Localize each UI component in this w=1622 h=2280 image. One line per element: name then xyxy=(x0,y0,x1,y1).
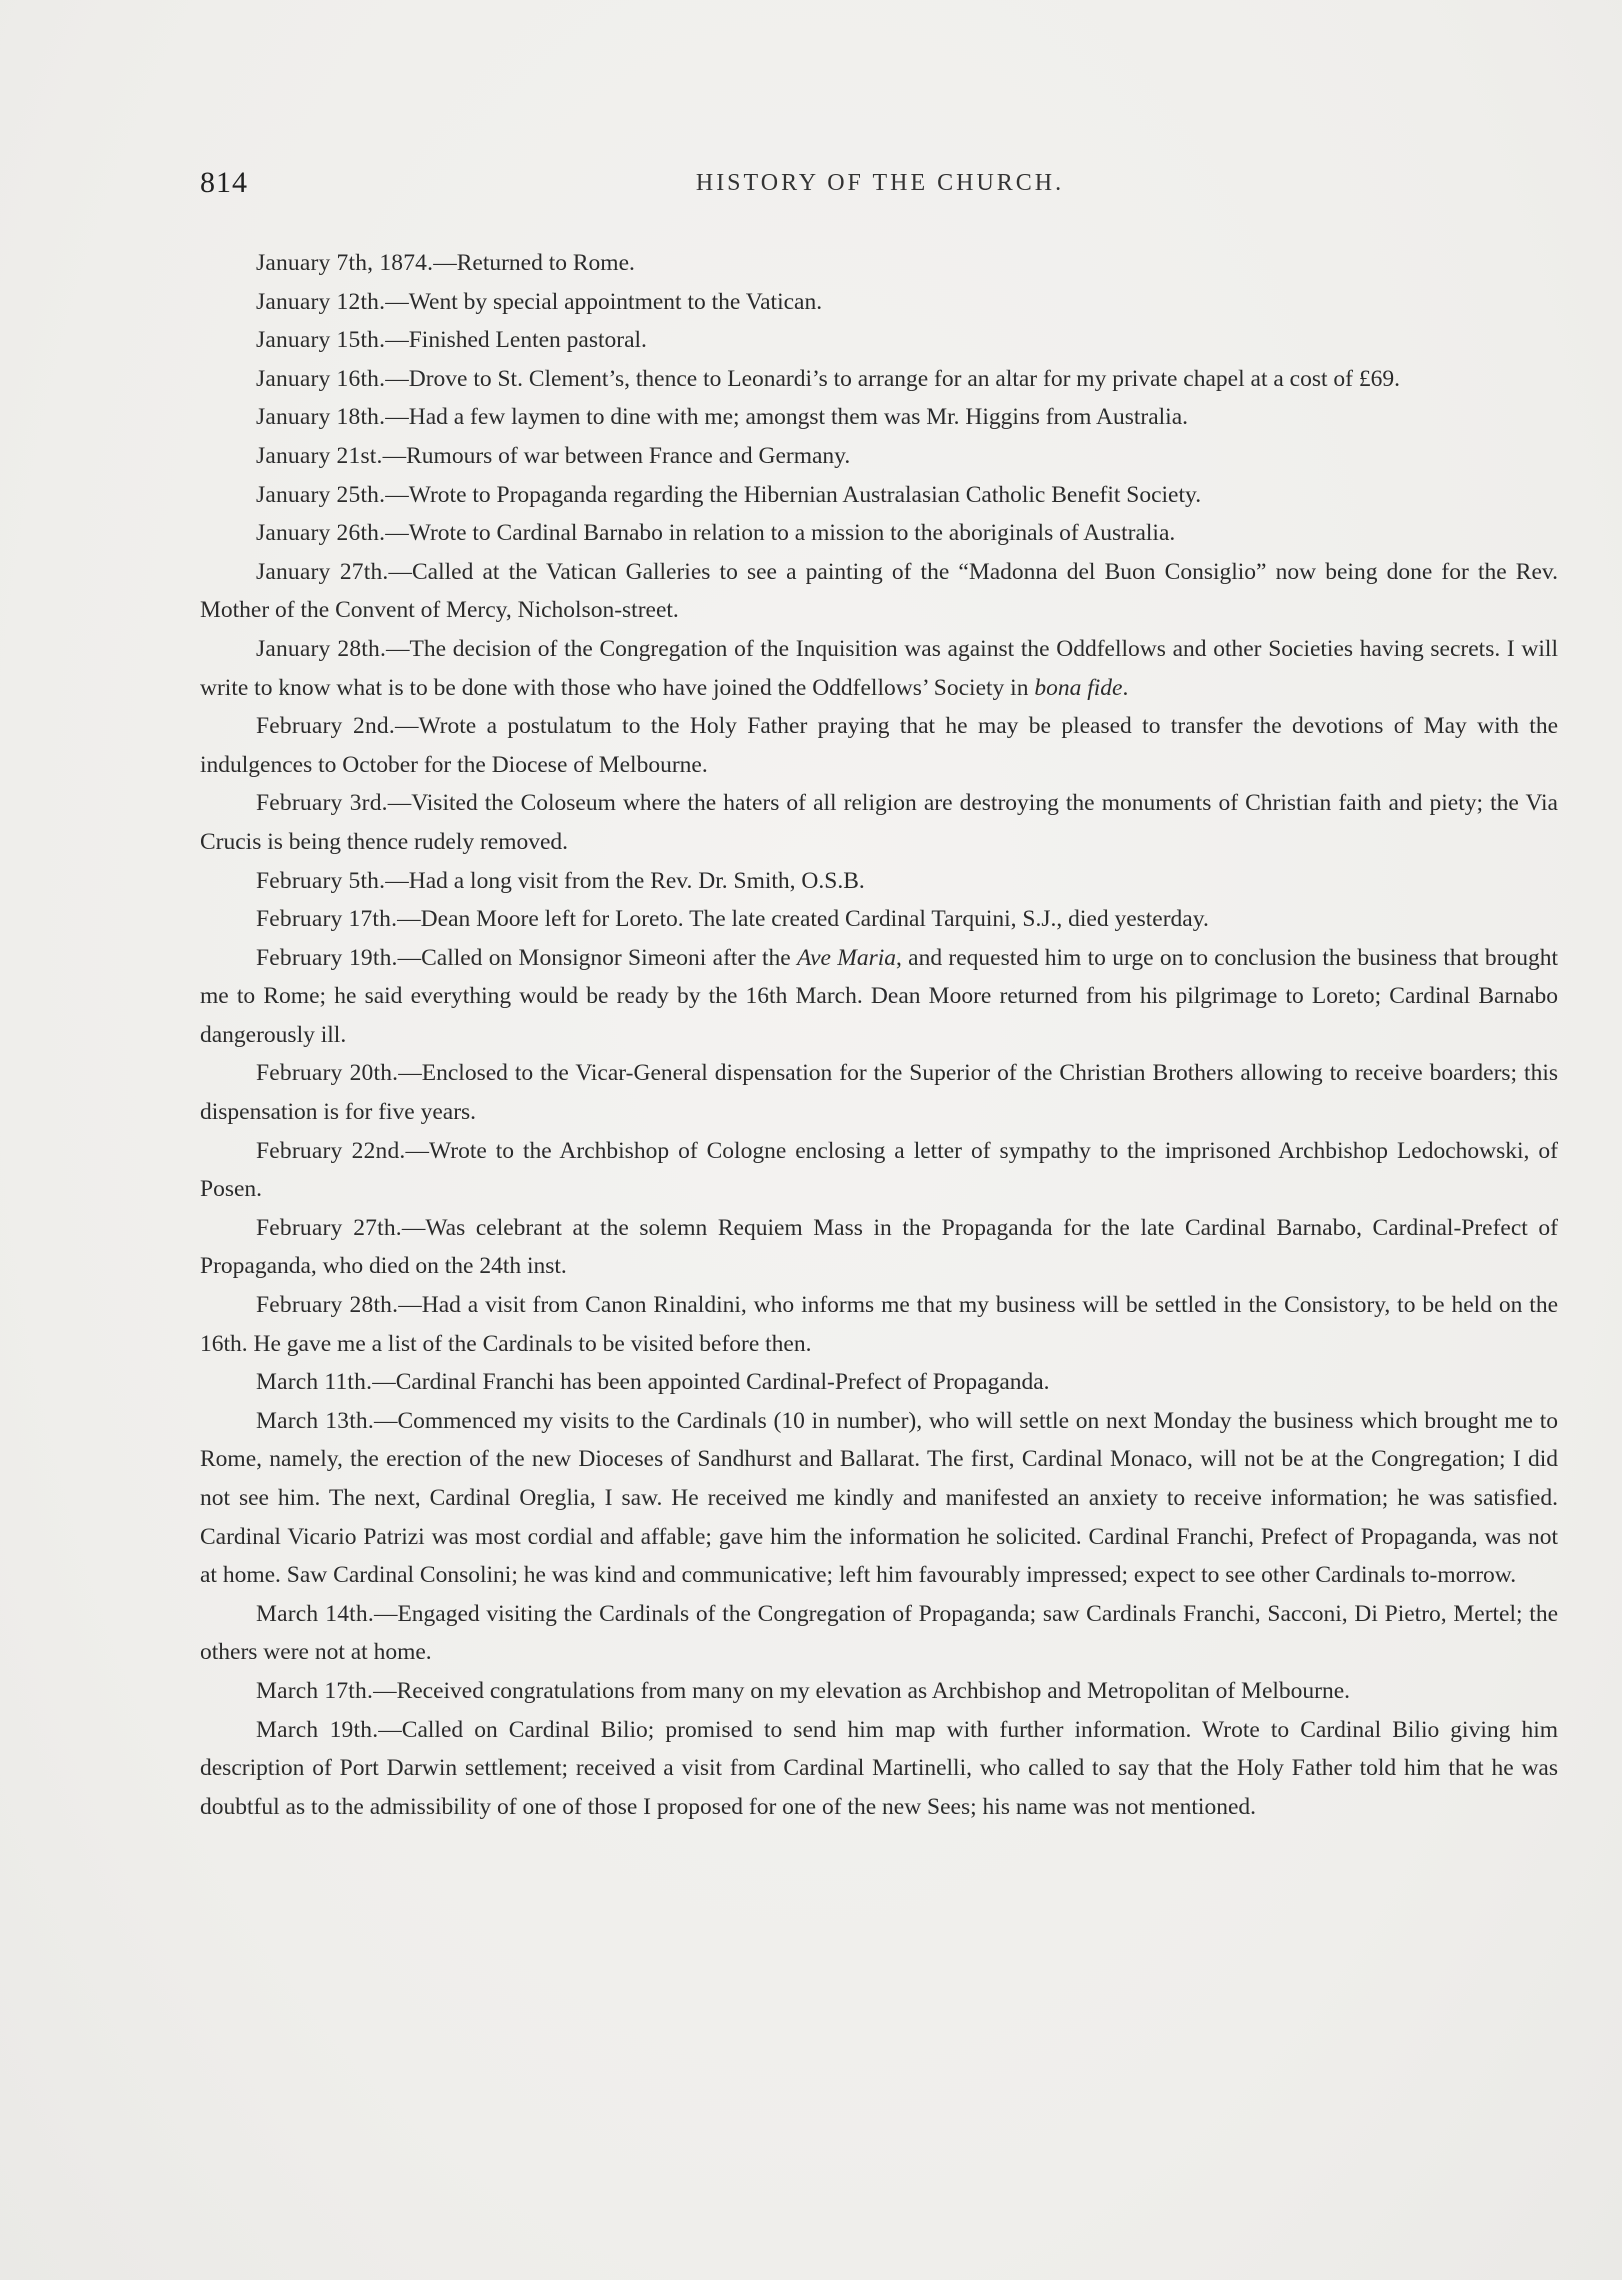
entry-text: —Returned to Rome. xyxy=(433,250,635,276)
entry-feb-3 xyxy=(200,784,1558,861)
entry-text-tail: . xyxy=(1122,674,1129,701)
entry-date: February 28th. xyxy=(256,1292,399,1319)
entry-date: January 16th. xyxy=(256,365,386,392)
entry-date: January 25th. xyxy=(256,481,386,508)
entry-feb-17 xyxy=(200,900,1558,939)
entry-text: —The decision of the Congregation of the Inquisition was against the Oddfellows and other Societies having secrets. I will write to know what is to be done with those who have joined the Oddfellows’ Society in xyxy=(200,635,1558,701)
entry-text: —Dean Moore left for Loreto. The late created Cardinal Tarquini, S.J., died yesterday. xyxy=(397,906,1209,933)
entry-text: —Cardinal Franchi has been appointed Cardinal-Prefect of Propaganda. xyxy=(372,1369,1050,1396)
entry-jan-26 xyxy=(200,514,1558,553)
entry-text: —Rumours of war between France and Germany. xyxy=(382,442,851,469)
entry-feb-20 xyxy=(200,1054,1558,1131)
entry-mar-11 xyxy=(200,1363,1558,1402)
entry-date: February 5th. xyxy=(256,867,386,894)
entry-jan-12 xyxy=(200,283,1558,322)
page-number: 814 xyxy=(200,166,248,199)
page-header xyxy=(200,166,1560,206)
entry-text: —Finished Lenten pastoral. xyxy=(385,327,647,354)
entry-date: February 19th. xyxy=(256,944,398,971)
entry-date: January 7th, 1874. xyxy=(256,250,434,276)
entry-date: February 3rd. xyxy=(256,790,388,817)
entry-mar-19 xyxy=(200,1711,1558,1827)
entry-date: January 12th. xyxy=(256,288,386,315)
entry-date: January 27th. xyxy=(256,558,389,585)
entry-jan-16 xyxy=(200,360,1558,399)
entry-date: January 28th. xyxy=(256,635,387,662)
diary-entries xyxy=(200,244,1558,1826)
entry-date: February 22nd. xyxy=(256,1137,406,1164)
entry-text: —Had a visit from Canon Rinaldini, who informs me that my business will be settled in the Consistory, to be held on the 16th. He gave me a list of the Cardinals to be visited before then. xyxy=(200,1292,1558,1357)
entry-text: —Called on Cardinal Bilio; promised to send him map with further information. Wrote to Cardinal Bilio giving him description of Port Darwin settlement; received a visit from Cardinal Martinelli, who called to say that the Holy Father told him that he was doubtful as to the admissibility of one of those I proposed for one of the new Sees; his name was not mentioned. xyxy=(200,1716,1559,1820)
entry-date: March 13th. xyxy=(256,1407,374,1434)
entry-date: January 18th. xyxy=(256,404,386,431)
running-head: HISTORY OF THE CHURCH. xyxy=(695,170,1065,196)
entry-date: January 26th. xyxy=(256,520,386,547)
entry-jan-27 xyxy=(200,553,1558,630)
entry-text: —Wrote a postulatum to the Holy Father praying that he may be pleased to transfer the devotions of May with the indulgences to October for the Diocese of Melbourne. xyxy=(200,713,1558,778)
entry-text-tail: , and requested him to urge on to conclusion the business that brought me to Rome; he said everything would be ready by the 16th March. Dean Moore returned from his pilgrimage to Loreto; Cardinal Barnabo dangerously ill. xyxy=(200,944,1558,1048)
entry-feb-2 xyxy=(200,707,1558,784)
entry-date: January 15th. xyxy=(256,327,386,354)
entry-date: March 19th. xyxy=(256,1716,379,1743)
entry-mar-14 xyxy=(200,1595,1558,1672)
entry-text: —Wrote to Propaganda regarding the Hibernian Australasian Catholic Benefit Society. xyxy=(385,481,1202,508)
entry-text: —Had a few laymen to dine with me; amongst them was Mr. Higgins from Australia. xyxy=(385,404,1188,431)
entry-text: —Received congratulations from many on my elevation as Archbishop and Metropolitan of Melbourne. xyxy=(373,1677,1351,1704)
entry-jan-21 xyxy=(200,437,1558,476)
entry-text: —Enclosed to the Vicar-General dispensation for the Superior of the Christian Brothers allowing to receive boarders; this dispensation is for five years. xyxy=(200,1060,1558,1126)
entry-date: February 27th. xyxy=(256,1214,402,1241)
entry-jan-15 xyxy=(200,321,1558,360)
entry-mar-17 xyxy=(200,1672,1558,1711)
entry-text: —Drove to St. Clement’s, thence to Leonardi’s to arrange for an altar for my private chapel at a cost of £69. xyxy=(385,365,1400,392)
entry-italic-text: Ave Maria xyxy=(797,944,896,971)
entry-text: —Called on Monsignor Simeoni after the xyxy=(397,944,798,971)
entry-feb-5 xyxy=(200,862,1558,901)
entry-text: —Engaged visiting the Cardinals of the Congregation of Propaganda; saw Cardinals Franchi, Sacconi, Di Pietro, Mertel; the others were not at home. xyxy=(200,1600,1559,1666)
entry-date: February 17th. xyxy=(256,906,398,933)
entry-mar-13 xyxy=(200,1402,1558,1595)
entry-text: —Was celebrant at the solemn Requiem Mass in the Propaganda for the late Cardinal Barnabo, Cardinal-Prefect of Propaganda, who died on the 24th inst. xyxy=(200,1214,1558,1280)
entry-text: —Went by special appointment to the Vatican. xyxy=(385,288,823,315)
entry-feb-22 xyxy=(200,1132,1558,1209)
entry-date: March 17th. xyxy=(256,1677,374,1704)
entry-jan-7 xyxy=(200,244,1558,283)
entry-text: —Wrote to the Archbishop of Cologne enclosing a letter of sympathy to the imprisoned Archbishop Ledochowski, of Posen. xyxy=(200,1137,1558,1203)
entry-date: January 21st. xyxy=(256,442,383,469)
entry-text: —Commenced my visits to the Cardinals (10 in number), who will settle on next Monday the business which brought me to Rome, namely, the erection of the new Dioceses of Sandhurst and Ballarat. The first, Cardinal Monaco, will not be at the Congregation; I did not see him. The next, Cardinal Oreglia, I saw. He received me kindly and manifested an anxiety to receive information; he was satisfied. Cardinal Vicario Patrizi was most cordial and affable; gave him the information he solicited. Cardinal Franchi, Prefect of Propaganda, was not at home. Saw Cardinal Consolini; he was kind and communicative; left him favourably impressed; expect to see other Cardinals to-morrow. xyxy=(200,1407,1558,1589)
entry-text: —Had a long visit from the Rev. Dr. Smith, O.S.B. xyxy=(385,867,865,894)
entry-text: —Wrote to Cardinal Barnabo in relation to a mission to the aboriginals of Australia. xyxy=(385,520,1176,547)
entry-jan-28 xyxy=(200,630,1558,707)
entry-jan-25 xyxy=(200,476,1558,515)
entry-feb-19 xyxy=(200,939,1558,1055)
entry-feb-28 xyxy=(200,1286,1558,1363)
entry-date: March 11th. xyxy=(256,1369,373,1396)
entry-text: —Called at the Vatican Galleries to see a painting of the “Madonna del Buon Consiglio” now being done for the Rev. Mother of the Convent of Mercy, Nicholson-street. xyxy=(200,558,1558,624)
entry-jan-18 xyxy=(200,398,1558,437)
entry-italic-text: bona fide xyxy=(1034,674,1123,701)
entry-feb-27 xyxy=(200,1209,1558,1286)
entry-date: March 14th. xyxy=(256,1600,374,1627)
entry-date: February 20th. xyxy=(256,1060,399,1087)
entry-date: February 2nd. xyxy=(256,713,395,740)
entry-text: —Visited the Coloseum where the haters of all religion are destroying the monuments of Christian faith and piety; the Via Crucis is being thence rudely removed. xyxy=(200,790,1558,855)
